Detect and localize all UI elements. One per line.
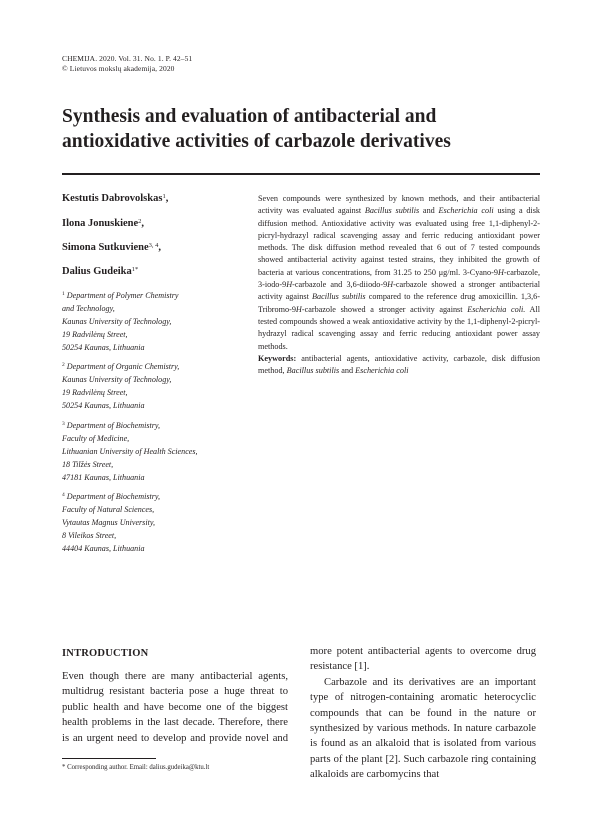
affiliation-3: $^3$ Department of Biochemistry, Faculty of Medicine, Lithuanian University of Health Sciences, 18 Tilžės Street, 47181 Kaunas, Lithuania	[62, 421, 198, 482]
intro-column-right	[310, 644, 536, 781]
copyright-notice: © Lietuvos mokslų akademija, 2020	[62, 64, 175, 73]
author-3: Simona Sutkuviene$^{3, 4}$,	[62, 242, 162, 253]
author-4: Dalius Gudeika$^{1*}$	[62, 266, 139, 277]
affiliation-2: $^2$ Department of Organic Chemistry, Kaunas University of Technology, 19 Radvilėnų Street, 50254 Kaunas, Lithuania	[62, 362, 180, 410]
affiliation-4: $^4$ Department of Biochemistry, Faculty of Natural Sciences, Vytautas Magnus University, 8 Vileikos Street, 44404 Kaunas, Lithuania	[62, 492, 161, 553]
author-2: Ilona Jonuskiene$^2$,	[62, 218, 145, 229]
keywords: Keywords: antibacterial agents, antioxidative activity, carbazole, disk diffusion method, Bacillus subtilis and Escherichia coli	[258, 354, 540, 376]
article-title	[62, 104, 532, 154]
intro-paragraph-2: Carbazole and its derivatives are an important type of nitrogen-containing aromatic heterocyclic compounds that can be found in the nature or synthesized by various methods. In nature carbazole is found as an alkaloid that is isolated from various parts of the plant [2]. Such carbazole ring containing alkaloids are carbomycins that	[310, 676, 536, 781]
journal-citation: CHEMIJA. 2020. Vol. 31. No. 1. P. 42–51	[62, 54, 193, 63]
affiliation-1: $^1$ Department of Polymer Chemistry and Technology, Kaunas University of Technology, 19 Radvilėnų Street, 50254 Kaunas, Lithuania	[62, 291, 179, 352]
keywords-label: Keywords:	[258, 354, 297, 363]
title-line-1: Synthesis and evaluation of antibacterial and	[62, 106, 437, 127]
intro-column-left	[62, 669, 288, 746]
intro-paragraph-1-continued: more potent antibacterial agents to overcome drug resistance [1].	[310, 646, 536, 673]
section-heading-introduction: INTRODUCTION	[62, 648, 149, 659]
intro-paragraph-1: Even though there are many antibacterial agents, multidrug resistant bacteria pose a huge threat to public health and have become one of the biggest health problems in the last decade. Therefore, there is an urgent need to develop and provide novel and	[62, 671, 288, 744]
title-rule	[62, 173, 540, 175]
abstract: Seven compounds were synthesized by known methods, and their antibacterial activity was evaluated against Bacillus subtilis and Escherichia coli using a disk diffusion method. Antioxidative activity was evaluated using free 1,1-diphenyl-2-picryl-hydrazyl radical scavenging assay and ferric reducing antioxidant power methods. The disk diffusion method revealed that 6 out of 7 tested compounds showed antibacterial activity against tested strains, they inhibited the growth of bacteria at various concentrations, from 31.25 to 250 μg/ml. 3-Cyano-9H-carbazole, 3-iodo-9H-carbazole and 3,6-diiodo-9H-carbazole showed a stronger antibacterial activity against Bacillus subtilis compared to the reference drug amoxicillin. 1,3,6-Tribromo-9H-carbazole showed a stronger activity against Escherichia coli. All tested compounds showed a weak antioxidative activity by the 1,1-diphenyl-2-picryl-hydrazyl radical scavenging assay and ferric reducing antioxidant power assay methods.	[258, 194, 541, 351]
footnote-rule	[62, 758, 156, 759]
corresponding-author-footnote: * Corresponding author. Email: dalius.gudeika@ktu.lt	[62, 764, 210, 771]
author-1: Kestutis Dabrovolskas$^1$,	[62, 193, 169, 204]
title-line-2: antioxidative activities of carbazole derivatives	[62, 131, 451, 152]
